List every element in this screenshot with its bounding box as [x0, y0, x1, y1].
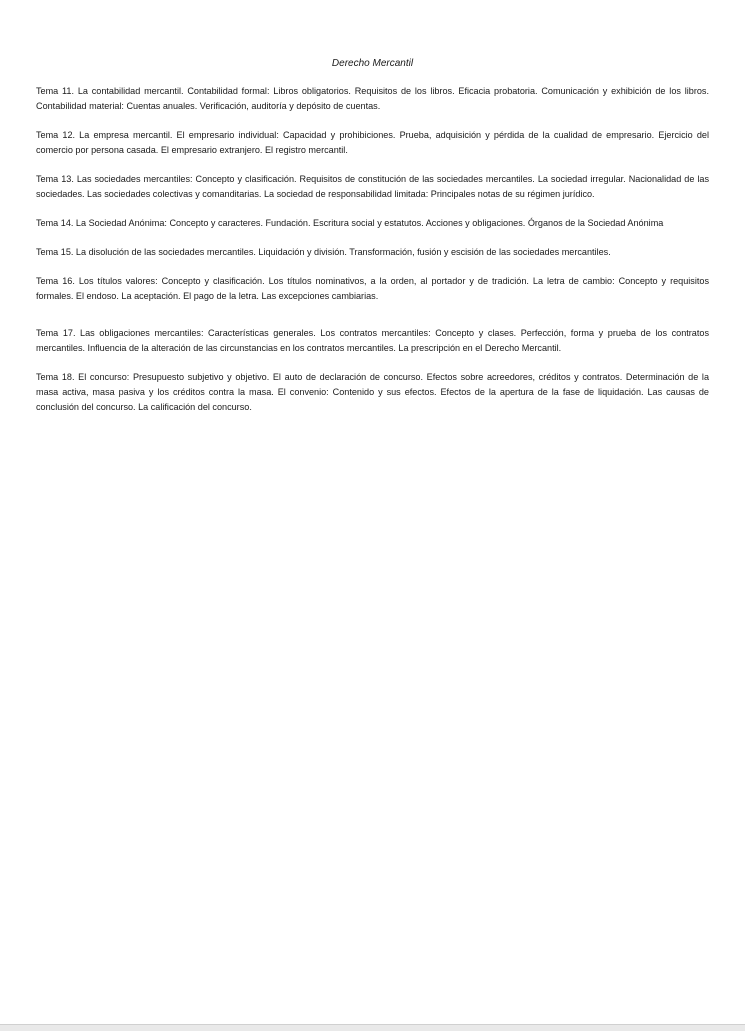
- document-title: Derecho Mercantil: [331, 58, 414, 69]
- document-content: [36, 57, 709, 429]
- tema-16-paragraph: Tema 16. Los títulos valores: Concepto y clasificación. Los títulos nominativos, a la orden, al portador y de tradición. La letra de cambio: Concepto y requisitos formales. El endoso. La aceptación. El pago de la letra. Las excepciones cambiarias.: [36, 276, 709, 301]
- tema-18-paragraph: Tema 18. El concurso: Presupuesto subjetivo y objetivo. El auto de declaración de concurso. Efectos sobre acreedores, créditos y contratos. Determinación de la masa activa, masa pasiva y los créditos contra la masa. El convenio: Contenido y sus efectos. Efectos de la apertura de la fase de liquidación. Las causas de conclusión del concurso. La calificación del concurso.: [36, 372, 709, 412]
- tema-14-paragraph: Tema 14. La Sociedad Anónima: Concepto y caracteres. Fundación. Escritura social y estatutos. Acciones y obligaciones. Órganos de la Sociedad Anónima: [36, 218, 664, 228]
- tema-17-paragraph: Tema 17. Las obligaciones mercantiles: Características generales. Los contratos mercantiles: Concepto y clases. Perfección, forma y prueba de los contratos mercantiles. Influencia de la alteración de las circunstancias en los contratos mercantiles. La prescripción en el Derecho Mercantil.: [36, 328, 709, 353]
- tema-11-paragraph: Tema 11. La contabilidad mercantil. Contabilidad formal: Libros obligatorios. Requisitos de los libros. Eficacia probatoria. Comunicación y exhibición de los libros. Contabilidad material: Cuentas anuales. Verificación, auditoría y depósito de cuentas.: [36, 86, 709, 111]
- tema-15-paragraph: Tema 15. La disolución de las sociedades mercantiles. Liquidación y división. Transformación, fusión y escisión de las sociedades mercantiles.: [36, 247, 611, 257]
- tema-13-paragraph: Tema 13. Las sociedades mercantiles: Concepto y clasificación. Requisitos de constitución de las sociedades mercantiles. La sociedad irregular. Nacionalidad de las sociedades. Las sociedades colectivas y comanditarias. La sociedad de responsabilidad limitada: Principales notas de su régimen jurídico.: [36, 174, 709, 199]
- tema-12-paragraph: Tema 12. La empresa mercantil. El empresario individual: Capacidad y prohibiciones. Prueba, adquisición y pérdida de la cualidad de empresario. Ejercicio del comercio por persona casada. El empresario extranjero. El registro mercantil.: [36, 130, 709, 155]
